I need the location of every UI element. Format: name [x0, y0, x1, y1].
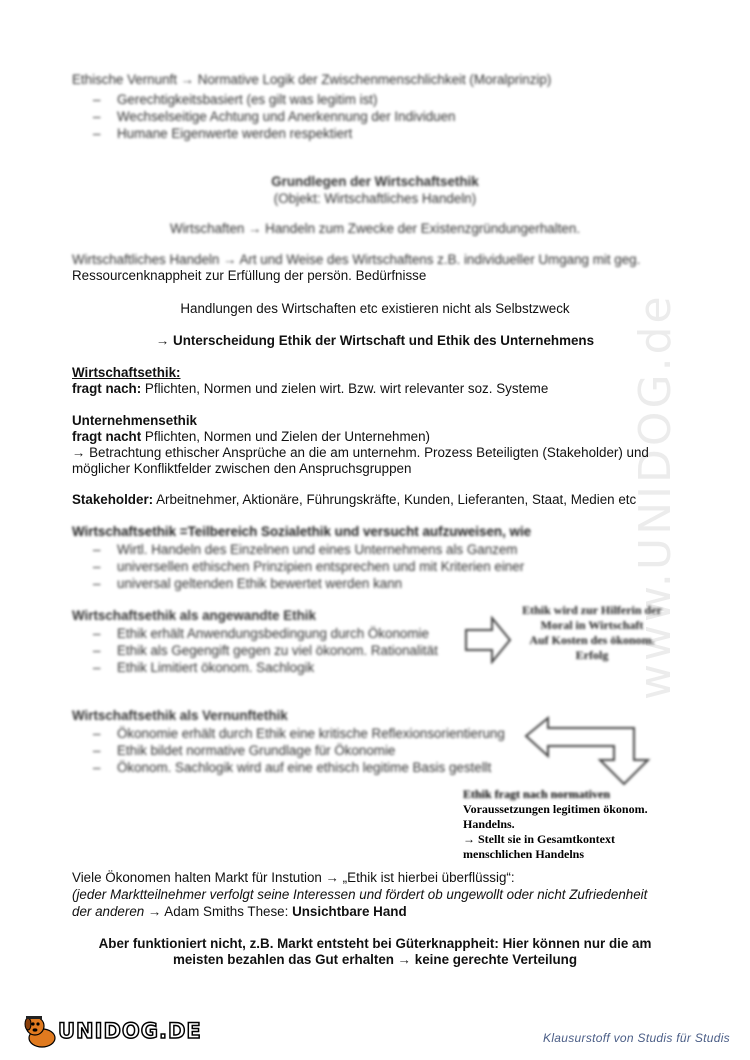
unidog-logo: UNIDOG.DE — [58, 1019, 202, 1043]
selbstzweck-line: Handlungen des Wirtschaften etc existieren nicht als Selbstzweck — [180, 301, 570, 316]
angewandte-bullet: – Ethik erhält Anwendungsbedingung durch Ökonomie — [95, 626, 429, 641]
teilbereich-bullet: – Wirtl. Handeln des Einzelnen und eines Unternehmens als Ganzem — [95, 542, 517, 557]
teilbereich-heading: Wirtschaftsethik =Teilbereich Sozialethik und versucht aufzuweisen, wie — [72, 524, 532, 539]
unternehmensethik-line4: möglicher Konfliktfelder zwischen den Anspruchsgruppen — [72, 461, 412, 476]
vernunft-note: Ethik fragt nach normativen Voraussetzungen legitimen ökonom. Handelns. → Stellt sie in Gesamtkontext menschlichen Handelns — [463, 787, 648, 861]
grundlagen-title: Grundlegen der Wirtschaftsethik — [271, 174, 479, 189]
angewandte-bullet: – Ethik als Gegengift gegen zu viel ökonom. Rationalität — [95, 643, 438, 658]
teilbereich-bullet: – universal geltenden Ethik bewertet werden kann — [95, 576, 402, 591]
unternehmensethik-heading: Unternehmensethik — [72, 413, 198, 428]
section1-bullet: – Wechselseitige Achtung und Anerkennung der Individuen — [95, 109, 455, 124]
section1-bullet: – Gerechtigkeitsbasiert (es gilt was legitim ist) — [95, 92, 377, 107]
unternehmensethik-definition: fragt nacht Pflichten, Normen und Zielen der Unternehmen) — [72, 429, 430, 444]
markt-line3: der anderen → Adam Smiths These: Unsichtbare Hand — [72, 904, 407, 919]
teilbereich-bullet: – universellen ethischen Prinzipien entsprechen und mit Kriterien einer — [95, 559, 524, 574]
stakeholder-line: Stakeholder: Arbeitnehmer, Aktionäre, Führungskräfte, Kunden, Lieferanten, Staat, Medien etc — [72, 492, 637, 507]
vernunft-bullet: – Ökonomie erhält durch Ethik eine kritische Reflexionsorientierung — [95, 726, 505, 741]
conclusion-line2: meisten bezahlen das Gut erhalten → keine gerechte Verteilung — [172, 952, 578, 967]
vernunft-bullet: – Ökonom. Sachlogik wird auf eine ethisch legitime Basis gestellt — [95, 760, 491, 775]
markt-line1: Viele Ökonomen halten Markt für Instution → „Ethik ist hierbei überflüssig“: — [72, 870, 515, 885]
unternehmensethik-line3: → Betrachtung ethischer Ansprüche an die am unternehm. Prozess Beteiligten (Stakeholder) und — [72, 445, 649, 460]
arrow-right-icon — [464, 616, 512, 664]
unterscheidung-heading: → Unterscheidung Ethik der Wirtschaft und Ethik des Unternehmens — [155, 333, 595, 348]
grundlagen-line2-blurred: Wirtschaftliches Handeln → Art und Weise des Wirtschaftens z.B. individueller Umgang mit geg. — [72, 252, 641, 267]
footer-tagline: Klausurstoff von Studis für Studis — [543, 1031, 730, 1045]
section1-bullet: – Humane Eigenwerte werden respektiert — [95, 126, 352, 141]
wirtschaftsethik-heading: Wirtschaftsethik: — [72, 365, 181, 380]
dog-logo-icon — [22, 1012, 60, 1050]
angewandte-bullet: – Ethik Limitiert ökonom. Sachlogik — [95, 660, 314, 675]
bent-arrow-icon — [524, 714, 656, 786]
grundlagen-line1: Wirtschaften → Handeln zum Zwecke der Existenzgründungerhalten. — [169, 221, 581, 236]
markt-line2: (jeder Marktteilnehmer verfolgt seine Interessen und fördert ob ungewollt oder nicht Zufriedenheit — [72, 887, 648, 902]
grundlagen-line2: Ressourcenknappheit zur Erfüllung der persön. Bedürfnisse — [72, 268, 427, 283]
grundlagen-subtitle: (Objekt: Wirtschaftliches Handeln) — [273, 191, 477, 206]
conclusion-line1: Aber funktioniert nicht, z.B. Markt entsteht bei Güterknappheit: Hier können nur die am — [98, 936, 652, 951]
vernunft-bullet: – Ethik bildet normative Grundlage für Ökonomie — [95, 743, 395, 758]
section1-heading: Ethische Vernunft → Normative Logik der Zwischenmenschlichkeit (Moralprinzip) — [72, 72, 552, 87]
watermark: www.UNIDOG.de — [630, 293, 681, 700]
wirtschaftsethik-definition: fragt nach: Pflichten, Normen und zielen wirt. Bzw. wirt relevanter soz. Systeme — [72, 381, 549, 396]
angewandte-note: Ethik wird zur Hilferin der Moral in Wirtschaft Auf Kosten des ökonom. Erfolg — [522, 603, 662, 662]
vernunft-heading: Wirtschaftsethik als Vernunftethik — [72, 708, 288, 723]
angewandte-heading: Wirtschaftsethik als angewandte Ethik — [72, 608, 316, 623]
